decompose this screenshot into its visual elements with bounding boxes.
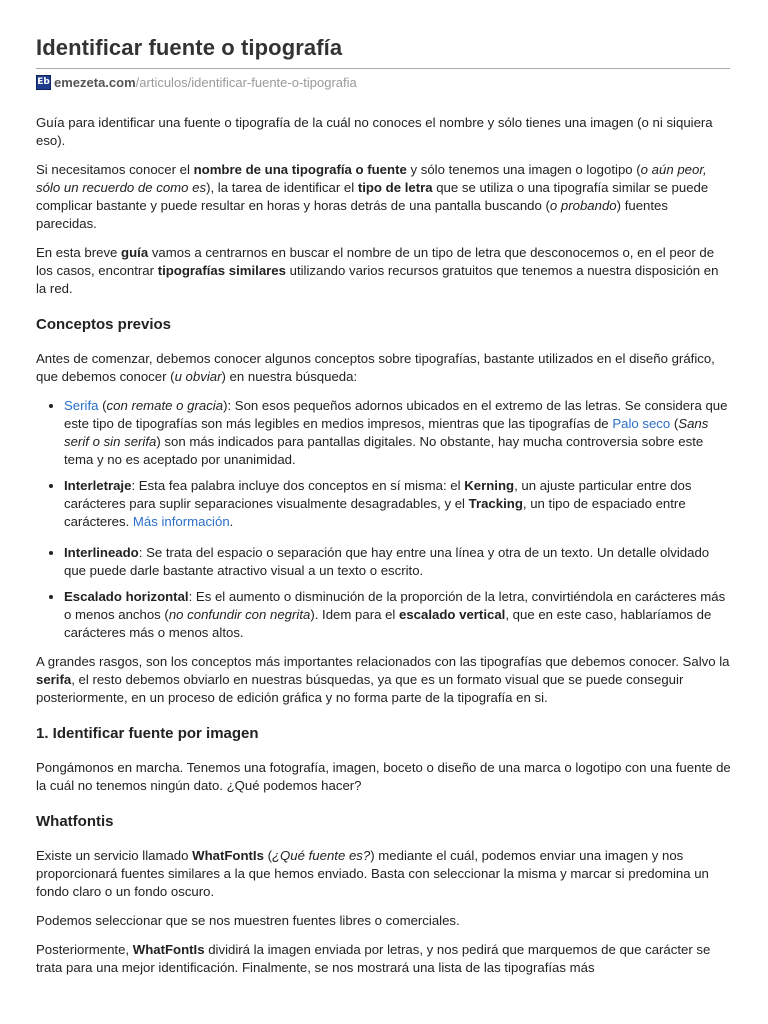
site-logo-icon: Eb [36,75,51,90]
concepts-list [36,397,732,642]
palo-seco-link[interactable]: Palo seco [612,416,671,431]
source-path-link[interactable]: /articulos/identificar-fuente-o-tipografia [135,74,357,90]
paragraph-4: Antes de comenzar, debemos conocer algunos conceptos sobre tipografías, bastante utilizados en el diseño gráfico, que debemos conocer (u obviar) en nuestra búsqueda: [36,351,715,384]
source-line [36,73,357,91]
paragraph-3: En esta breve guía vamos a centrarnos en buscar el nombre de un tipo de letra que desconocemos o, en el peor de los casos, encontrar tipografías similares utilizando varios recursos gratuitos que tenemos a nuestra disposición en la red. [36,245,719,296]
paragraph-5: A grandes rasgos, son los conceptos más importantes relacionados con las tipografías que debemos conocer. Salvo la serifa, el resto debemos obviarlo en nuestras búsquedas, ya que es un formato visual que se puede conseguir posteriormente, en un proceso de edición gráfica y no forma parte de la tipografía en si. [36,654,730,705]
source-domain-link[interactable]: emezeta.com [54,74,136,90]
heading-conceptos-previos: Conceptos previos [36,316,172,333]
list-item-interlineado: • Interlineado: Se trata del espacio o separación que hay entre una línea y otra de un texto. Un detalle olvidado que puede darle bastante atractivo visual a un texto o escrito. [64,544,732,580]
paragraph-7: Existe un servicio llamado WhatFontIs (¿Qué fuente es?) mediante el cuál, podemos enviar una imagen y nos proporcionará fuentes similares a la que hemos enviado. Basta con seleccionar la misma y marcar si predomina un fondo claro o un fondo oscuro. [36,848,709,899]
serifa-link[interactable]: Serifa [64,398,99,413]
list-item-escalado: • Escalado horizontal: Es el aumento o disminución de la proporción de la letra, convirtiéndola en carácteres más o menos anchos (no confundir con negrita). Idem para el escalado vertical, que en este caso, hablaríamos de carácteres más o menos altos. [64,588,732,642]
paragraph-2: Si necesitamos conocer el nombre de una tipografía o fuente y sólo tenemos una imagen o logotipo (o aún peor, sólo un recuerdo de como es), la tarea de identificar el tipo de letra que se utiliza o una tipografía similar se puede complicar bastante y puede resultar en horas y horas detrás de una pantalla buscando (o probando) fuentes parecidas. [36,162,709,231]
heading-whatfontis: Whatfontis [36,813,114,830]
paragraph-6: Pongámonos en marcha. Tenemos una fotografía, imagen, boceto o diseño de una marca o logotipo con una fuente de la cuál no tenemos ningún dato. ¿Qué podemos hacer? [36,760,731,793]
paragraph-9: Posteriormente, WhatFontIs dividirá la imagen enviada por letras, y nos pedirá que marquemos de que carácter se trata para una mejor identificación. Finalmente, se nos mostrará una lista de las tipografías más [36,942,711,975]
paragraph-8: Podemos seleccionar que se nos muestren fuentes libres o comerciales. [36,913,460,928]
title-divider [36,68,730,69]
page-title: Identificar fuente o tipografía [36,35,343,60]
mas-informacion-link[interactable]: Más información [132,514,230,529]
intro-paragraph: Guía para identificar una fuente o tipografía de la cuál no conoces el nombre y sólo tienes una imagen (o ni siquiera eso). [36,115,713,148]
list-item-interletraje: • Interletraje: Esta fea palabra incluye dos conceptos en sí misma: el Kerning, un ajuste particular entre dos carácteres para suplir separaciones visualmente desagradables, y el Tracking, un tipo de espaciado entre carácteres. Más información. [64,477,732,531]
list-item-serifa: • Serifa (con remate o gracia): Son esos pequeños adornos ubicados en el extremo de las letras. Se considera que este tipo de tipografías son más legibles en medios impresos, mientras que las tipografías de Palo seco (Sans serif o sin serifa) son más indicados para pantallas digitales. No obstante, hay mucha controversia sobre este tema y no es aceptado por unanimidad. [64,397,732,469]
article-body [36,114,732,988]
heading-identificar-por-imagen: 1. Identificar fuente por imagen [36,725,259,742]
